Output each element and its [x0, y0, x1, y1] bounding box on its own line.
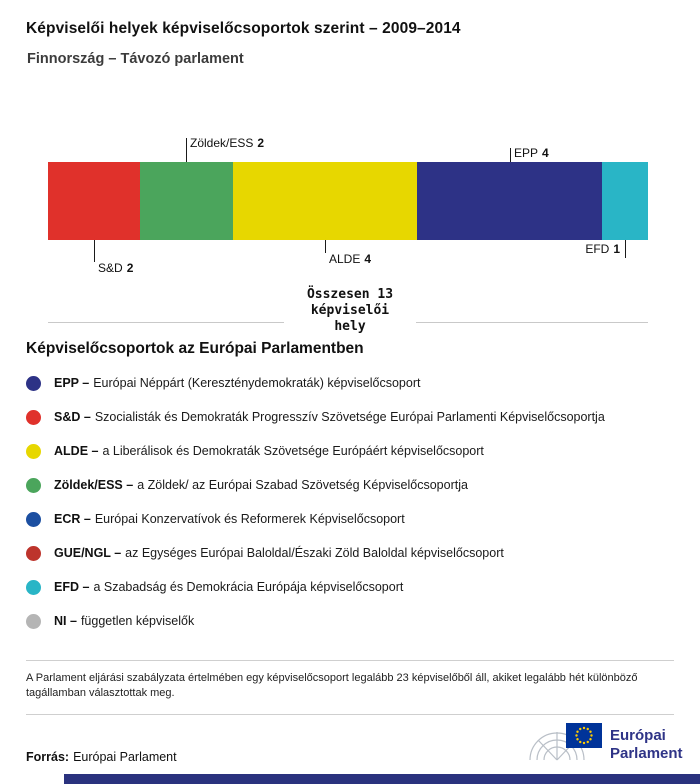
group-description: Európai Konzervatívok és Reformerek Képviselőcsoport: [94, 512, 405, 526]
eu-flag-icon: [566, 723, 602, 748]
legend-item-efd: [26, 570, 690, 604]
logo-text-line2: Parlament: [610, 745, 683, 762]
group-name: EFD: [585, 242, 610, 256]
european-parliament-logo: [526, 716, 696, 770]
legend-item-gue-ngl: [26, 536, 690, 570]
bar-label-efd: [585, 242, 620, 256]
seat-distribution-chart: [48, 136, 648, 288]
footnote-rule-bottom: [26, 714, 674, 715]
group-description: a Szabadság és Demokrácia Európája képviselőcsoport: [93, 580, 404, 594]
legend-item-sd: [26, 400, 690, 434]
group-acronym: Zöldek/ESS –: [54, 478, 134, 492]
seat-count: 2: [257, 136, 265, 150]
ni-color-dot: [26, 614, 41, 629]
seat-count: 4: [542, 146, 549, 160]
group-description: a Liberálisok és Demokraták Szövetsége Európáért képviselőcsoport: [102, 444, 484, 458]
efd-color-dot: [26, 580, 41, 595]
group-name: ALDE: [329, 252, 361, 266]
bar-label-z-ldek-ess: [190, 136, 264, 150]
source-line: [26, 750, 177, 764]
legend-item-ecr: [26, 502, 690, 536]
group-name: S&D: [98, 261, 123, 275]
group-name: Zöldek/ESS: [190, 136, 254, 150]
callout-line-epp: [510, 148, 511, 162]
gue-ngl-color-dot: [26, 546, 41, 561]
logo-text-line1: Európai: [610, 727, 666, 744]
bar-label-epp: [514, 146, 549, 160]
total-divider-left: [48, 322, 284, 323]
bar-label-alde: [329, 252, 371, 266]
bar-segment-epp: [417, 162, 602, 240]
seat-count: 2: [126, 261, 134, 275]
total-divider-right: [416, 322, 648, 323]
legend-item-alde: [26, 434, 690, 468]
group-acronym: ALDE –: [54, 444, 99, 458]
page-subtitle: Finnország – Távozó parlament: [27, 51, 244, 67]
legend-item-epp: [26, 366, 690, 400]
bar-label-s-d: [98, 261, 133, 275]
group-description: az Egységes Európai Baloldal/Északi Zöld Baloldal képviselőcsoport: [125, 546, 504, 560]
group-name: EPP: [514, 146, 539, 160]
footnote-text: A Parlament eljárási szabályzata értelmében egy képviselőcsoport legalább 23 képviselőből áll, akiket legalább hét különböző tagállamban választottak meg.: [26, 672, 638, 699]
group-acronym: ECR –: [54, 512, 91, 526]
bar-segment-s-d: [48, 162, 140, 240]
stacked-bar: [48, 162, 648, 240]
group-acronym: EPP –: [54, 376, 90, 390]
group-acronym: GUE/NGL –: [54, 546, 122, 560]
zoldek-ess-color-dot: [26, 478, 41, 493]
seat-count: 4: [364, 252, 372, 266]
bar-segment-efd: [602, 162, 648, 240]
alde-color-dot: [26, 444, 41, 459]
epp-color-dot: [26, 376, 41, 391]
callout-line-efd: [625, 240, 626, 258]
group-acronym: NI –: [54, 614, 77, 628]
group-description: a Zöldek/ az Európai Szabad Szövetség Képviselőcsoportja: [137, 478, 468, 492]
footnote-rule-top: [26, 660, 674, 661]
legend-item-zoldek-ess: [26, 468, 690, 502]
bar-segment-alde: [233, 162, 418, 240]
callout-line-alde: [325, 240, 326, 253]
source-label: Forrás:: [26, 750, 70, 764]
legend-item-ni: [26, 604, 690, 638]
group-description: független képviselők: [80, 614, 195, 628]
bar-segment-z-ldek-ess: [140, 162, 232, 240]
page-title: Képviselői helyek képviselőcsoportok szerint – 2009–2014: [26, 20, 461, 37]
group-acronym: EFD –: [54, 580, 90, 594]
group-description: Európai Néppárt (Kereszténydemokraták) képviselőcsoport: [93, 376, 421, 390]
source-value: Európai Parlament: [73, 750, 177, 764]
legend-heading: Képviselőcsoportok az Európai Parlamentben: [26, 340, 364, 357]
callout-line-z-ldek-ess: [186, 138, 187, 162]
legend: [26, 366, 690, 638]
total-seats-label: Összesen 13 képviselői hely: [306, 287, 394, 334]
footer-bar: [64, 774, 700, 784]
seat-count: 1: [613, 242, 620, 256]
group-description: Szocialisták és Demokraták Progresszív Szövetsége Európai Parlamenti Képviselőcsoportja: [94, 410, 605, 424]
sd-color-dot: [26, 410, 41, 425]
group-acronym: S&D –: [54, 410, 91, 424]
callout-line-s-d: [94, 240, 95, 262]
ecr-color-dot: [26, 512, 41, 527]
